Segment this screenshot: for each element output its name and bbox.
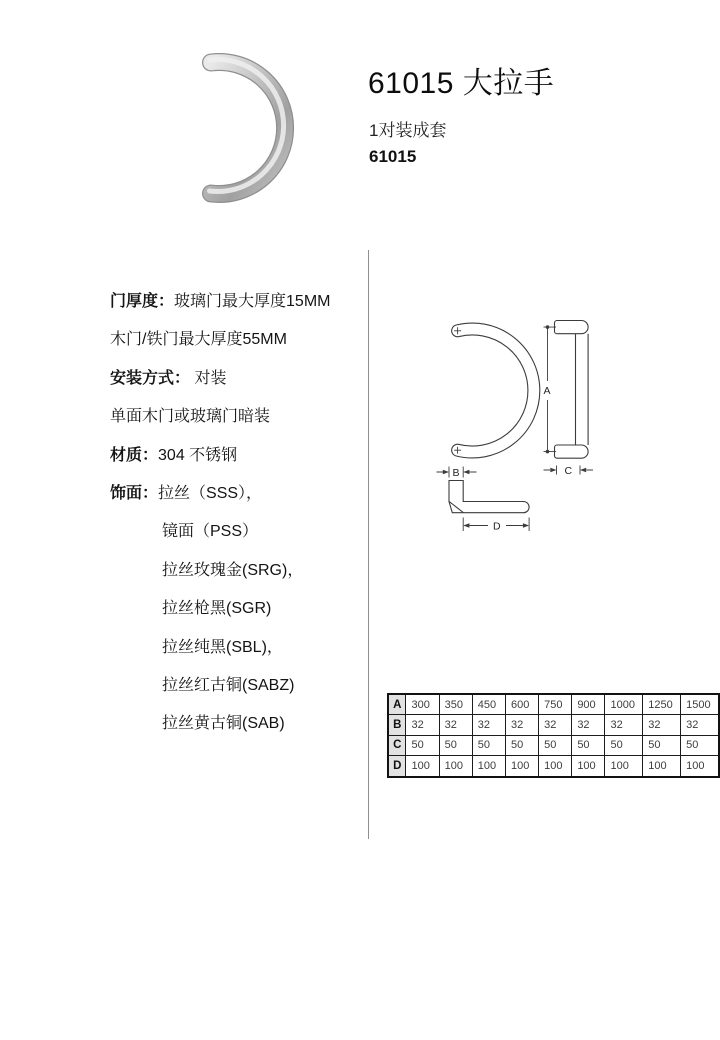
size-cell: 32 xyxy=(643,715,681,735)
size-cell: 32 xyxy=(681,715,719,735)
size-cell: 50 xyxy=(605,735,643,755)
side-view xyxy=(555,321,589,459)
spec-label: 安装方式： xyxy=(110,369,191,387)
dim-C xyxy=(544,465,594,477)
size-cell: 1000 xyxy=(605,694,643,715)
spec-line xyxy=(110,475,365,513)
size-cell: 100 xyxy=(472,756,505,777)
spec-text: 拉丝黄古铜(SAB) xyxy=(162,715,285,733)
size-cell: 50 xyxy=(472,735,505,755)
spec-label: 材质： xyxy=(110,446,159,464)
size-cell: 100 xyxy=(505,756,538,777)
spec-text: 304 不锈钢 xyxy=(158,446,238,464)
dim-label-d: D xyxy=(493,520,501,533)
size-cell: 1500 xyxy=(681,694,719,715)
size-cell: 50 xyxy=(505,735,538,755)
size-cell: 100 xyxy=(605,756,643,777)
spec-line xyxy=(110,360,365,398)
dim-label-b: B xyxy=(452,466,460,479)
size-table-body xyxy=(388,694,719,777)
size-cell: 32 xyxy=(505,715,538,735)
spec-text: 拉丝（SSS）， xyxy=(158,485,263,503)
spec-text: 单面木门或玻璃门暗装 xyxy=(110,408,271,426)
size-row-B xyxy=(388,715,719,735)
spec-line xyxy=(110,552,365,590)
size-cell: 50 xyxy=(643,735,681,755)
spec-line xyxy=(110,513,365,551)
size-row-A xyxy=(388,694,719,715)
column-divider xyxy=(368,250,369,839)
size-cell: 32 xyxy=(605,715,643,735)
size-cell: 350 xyxy=(439,694,472,715)
spec-line xyxy=(110,321,365,359)
size-cell: 32 xyxy=(472,715,505,735)
size-cell: 750 xyxy=(539,694,572,715)
dim-A xyxy=(544,325,557,453)
spec-line xyxy=(110,398,365,436)
spec-line xyxy=(110,283,365,321)
spec-text: 木门/铁门最大厚度55MM xyxy=(110,331,287,349)
end-view xyxy=(449,481,529,513)
packing-subtitle: 1对装成套 xyxy=(369,121,447,140)
spec-label: 饰面： xyxy=(110,485,159,503)
size-cell: 100 xyxy=(572,756,605,777)
size-row-header: D xyxy=(388,756,406,777)
dim-B xyxy=(437,467,477,479)
size-cell: 50 xyxy=(406,735,439,755)
size-cell: 600 xyxy=(505,694,538,715)
size-cell: 32 xyxy=(406,715,439,735)
size-cell: 50 xyxy=(681,735,719,755)
page-title: 61015 大拉手 xyxy=(368,67,555,100)
size-row-D xyxy=(388,756,719,777)
size-cell: 450 xyxy=(472,694,505,715)
spec-line xyxy=(110,629,365,667)
spec-text: 玻璃门最大厚度15MM xyxy=(174,293,331,310)
spec-line xyxy=(110,590,365,628)
size-cell: 50 xyxy=(572,735,605,755)
dimension-diagram xyxy=(420,312,632,540)
size-row-C xyxy=(388,735,719,755)
size-cell: 300 xyxy=(406,694,439,715)
size-table xyxy=(387,693,720,778)
spec-label: 门厚度： xyxy=(110,293,175,310)
size-cell: 100 xyxy=(539,756,572,777)
spec-text: 拉丝红古铜(SABZ) xyxy=(162,677,295,695)
dim-label-c: C xyxy=(564,464,573,477)
size-cell: 100 xyxy=(643,756,681,777)
size-cell: 1250 xyxy=(643,694,681,715)
spec-text: 对装 xyxy=(190,369,227,387)
size-row-header: C xyxy=(388,735,406,755)
size-row-header: A xyxy=(388,694,406,715)
size-cell: 100 xyxy=(681,756,719,777)
product-photo xyxy=(150,35,330,220)
dim-D xyxy=(463,518,529,533)
spec-text: 拉丝枪黑(SGR) xyxy=(162,600,272,618)
front-view xyxy=(454,327,534,453)
model-number: 61015 xyxy=(369,147,417,166)
spec-line xyxy=(110,667,365,705)
dim-label-a: A xyxy=(543,385,551,397)
spec-line xyxy=(110,437,365,475)
size-cell: 100 xyxy=(406,756,439,777)
handle-image xyxy=(210,60,286,195)
spec-list xyxy=(110,283,365,744)
spec-line xyxy=(110,705,365,743)
spec-text: 拉丝玫瑰金(SRG)， xyxy=(162,561,304,579)
size-cell: 100 xyxy=(439,756,472,777)
size-cell: 32 xyxy=(539,715,572,735)
size-cell: 32 xyxy=(572,715,605,735)
size-cell: 50 xyxy=(539,735,572,755)
size-row-header: B xyxy=(388,715,406,735)
size-cell: 900 xyxy=(572,694,605,715)
size-cell: 32 xyxy=(439,715,472,735)
spec-text: 镜面（PSS） xyxy=(162,523,259,541)
size-cell: 50 xyxy=(439,735,472,755)
spec-text: 拉丝纯黑(SBL)， xyxy=(162,638,283,656)
